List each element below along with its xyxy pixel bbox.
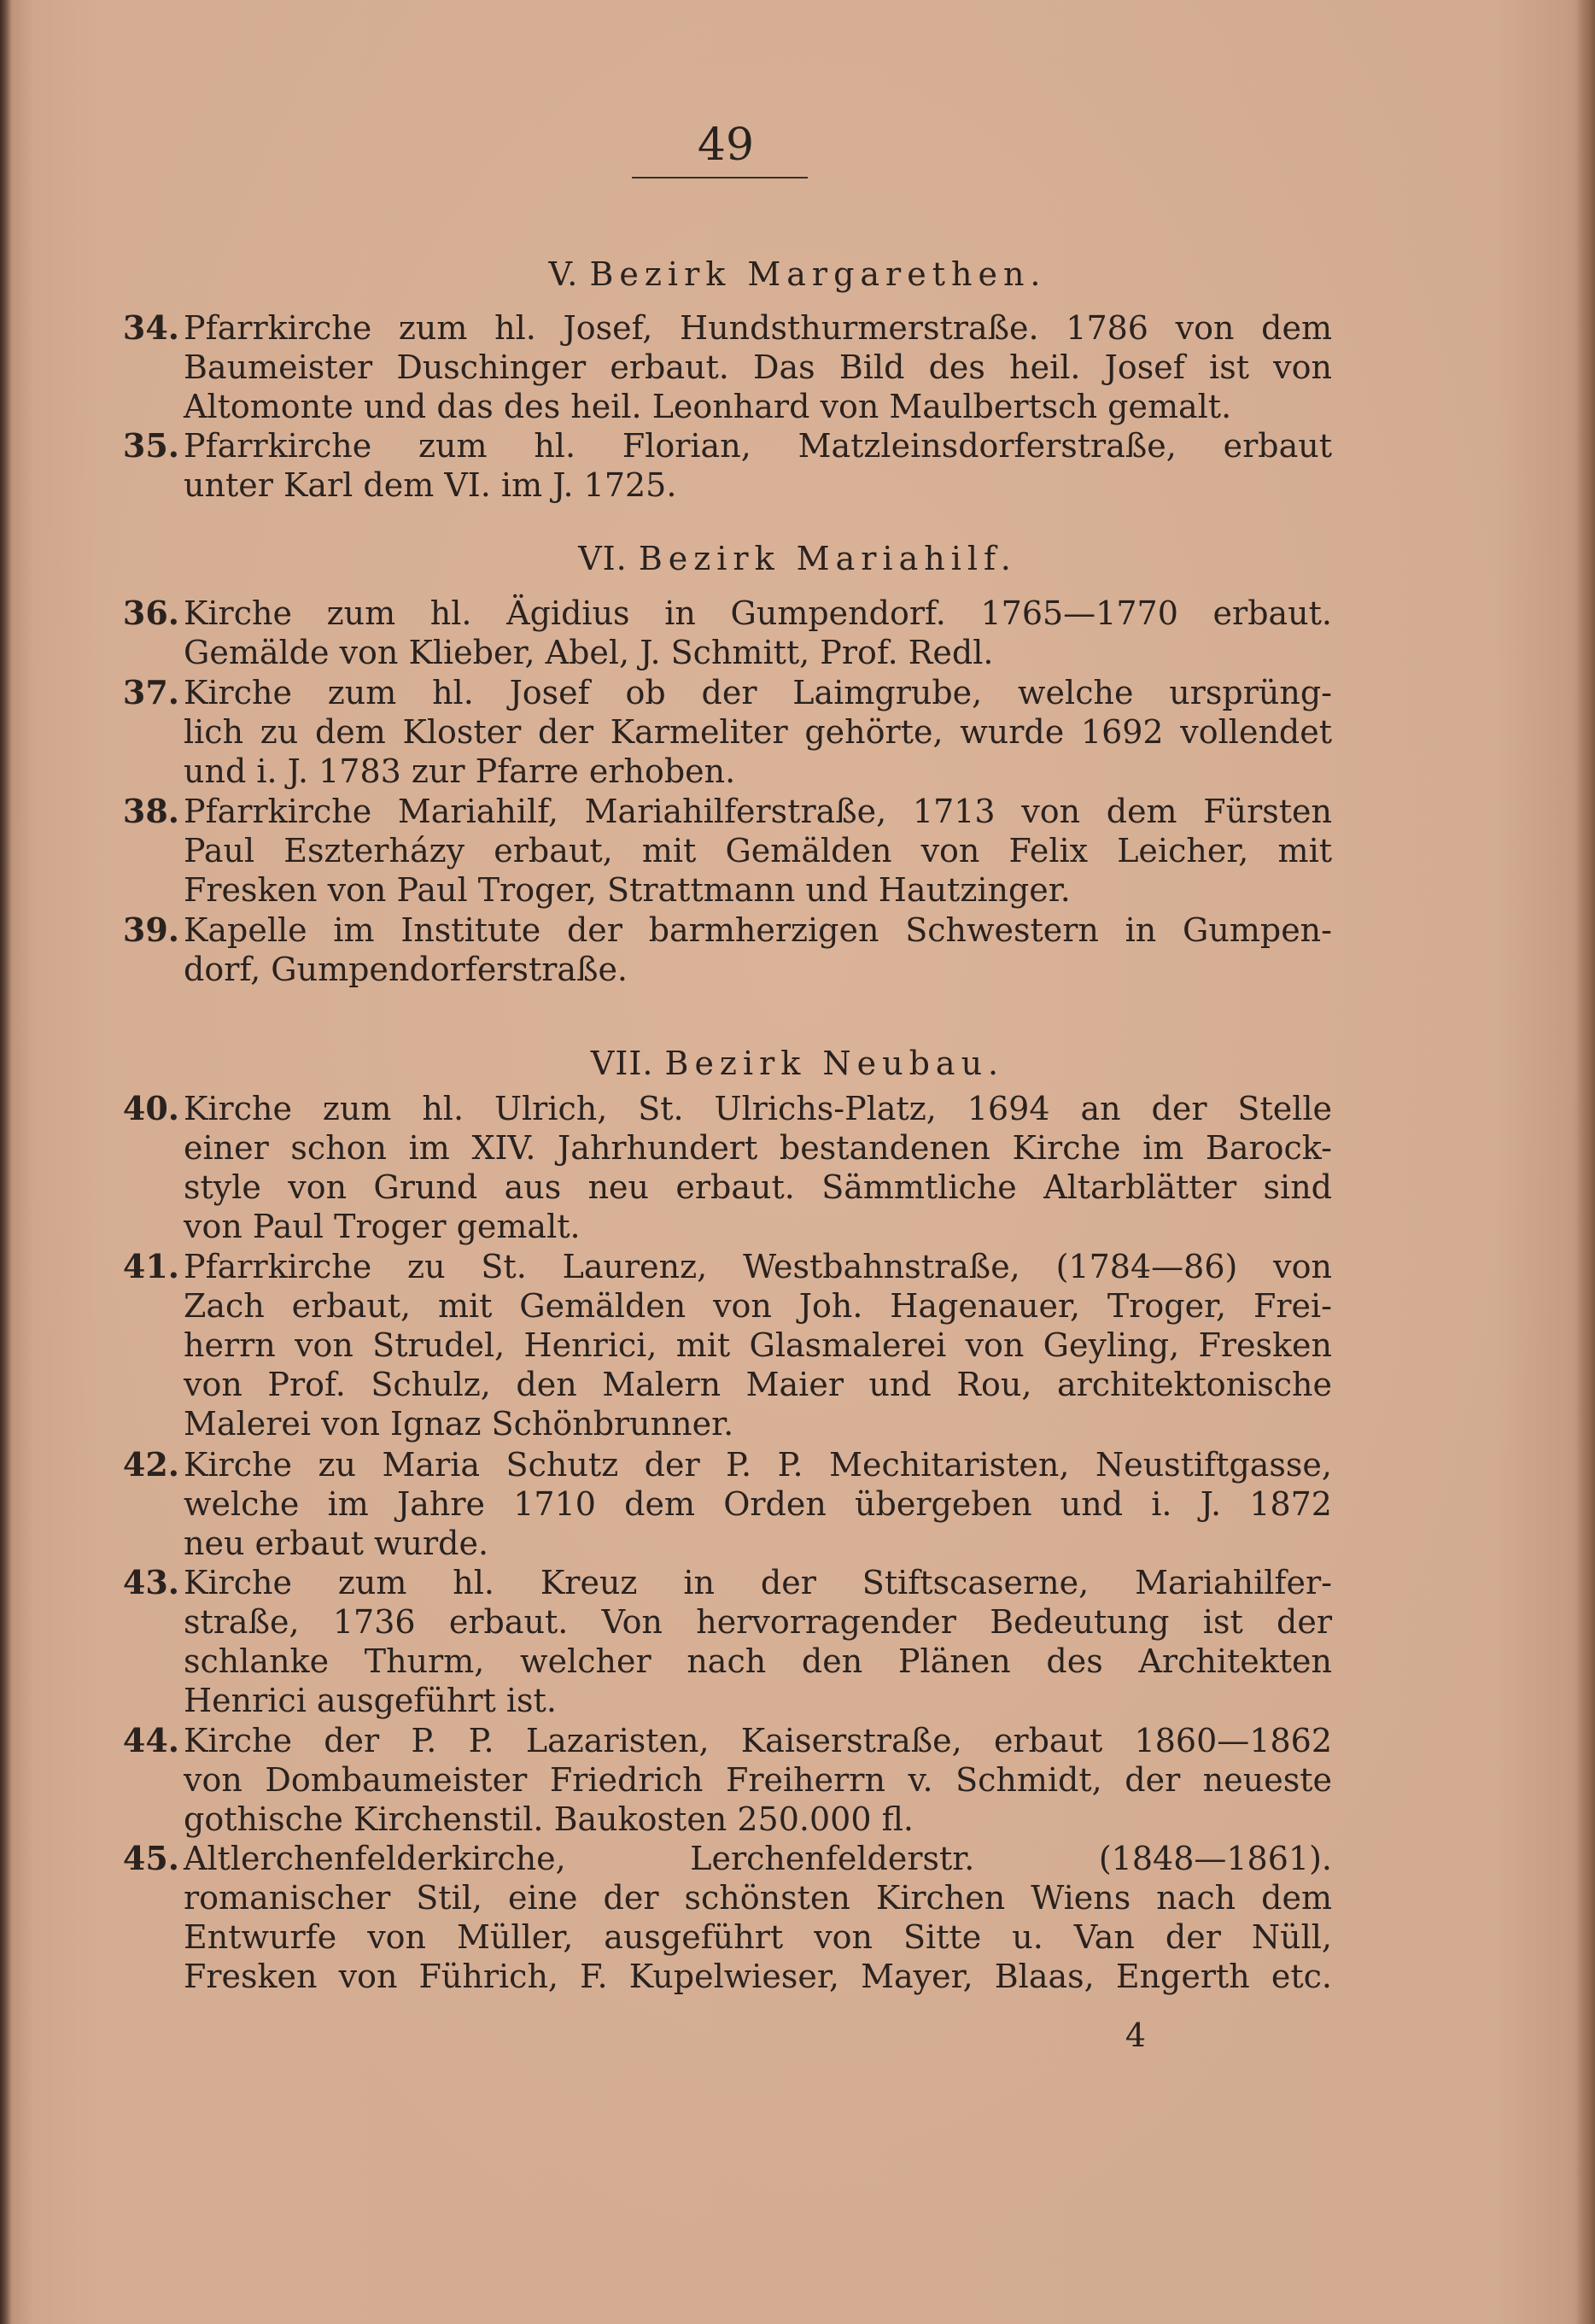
binding-edge <box>0 0 12 2324</box>
page-number-rule <box>632 177 808 179</box>
entry-line: Altlerchenfelderkirche, Lerchenfelderstr. (1848—1861). <box>184 1840 1332 1877</box>
entry-line: einer schon im XIV. Jahrhundert bestandenen Kirche im Barock- <box>184 1129 1332 1167</box>
entry-line: Kirche zu Maria Schutz der P. P. Mechitaristen, Neustiftgasse, <box>184 1446 1332 1484</box>
section-heading-v <box>0 255 1595 294</box>
entry-line: schlanke Thurm, welcher nach den Plänen des Architekten <box>184 1642 1332 1680</box>
entry-line: von Prof. Schulz, den Malern Maier und Rou, architektonische <box>184 1366 1332 1403</box>
section-heading-prefix: VII. <box>590 1045 654 1082</box>
entry-number: 40. <box>122 1089 179 1127</box>
entry-line: Baumeister Duschinger erbaut. Das Bild des heil. Josef ist von <box>184 348 1332 386</box>
section-heading-title: Bezirk Mariahilf. <box>638 540 1017 577</box>
entry-line: style von Grund aus neu erbaut. Sämmtliche Altarblätter sind <box>184 1168 1332 1206</box>
entry-line: Kirche zum hl. Ulrich, St. Ulrichs-Platz, 1694 an der Stelle <box>184 1090 1332 1127</box>
entry-line: von Dombaumeister Friedrich Freiherrn v. Schmidt, der neueste <box>184 1761 1332 1799</box>
entry-line: romanischer Stil, eine der schönsten Kirchen Wiens nach dem <box>184 1879 1332 1917</box>
entry-line: gothische Kirchenstil. Baukosten 250.000 fl. <box>184 1800 914 1838</box>
entry-line: und i. J. 1783 zur Pfarre erhoben. <box>184 752 736 790</box>
entry-line: welche im Jahre 1710 dem Orden übergeben und i. J. 1872 <box>184 1485 1332 1523</box>
entry-line: lich zu dem Kloster der Karmeliter gehörte, wurde 1692 vollendet <box>184 713 1332 751</box>
entry-line: Altomonte und das des heil. Leonhard von Maulbertsch gemalt. <box>184 388 1232 425</box>
entry-line: Kirche zum hl. Josef ob der Laimgrube, welche ursprüng- <box>184 674 1332 711</box>
entry-line: Entwurfe von Müller, ausgeführt von Sitte u. Van der Nüll, <box>184 1918 1332 1956</box>
entry-number: 39. <box>122 910 179 949</box>
entry-number: 42. <box>122 1445 179 1484</box>
entry-line: Paul Eszterházy erbaut, mit Gemälden von Felix Leicher, mit <box>184 832 1332 869</box>
entry-line: dorf, Gumpendorferstraße. <box>184 951 628 988</box>
entry-line: neu erbaut wurde. <box>184 1525 489 1562</box>
entry-number: 37. <box>122 673 179 711</box>
page-edge-shadow <box>1576 0 1595 2324</box>
entry-number: 41. <box>122 1247 179 1285</box>
entry-number: 45. <box>122 1839 179 1877</box>
entry-number: 38. <box>122 792 179 830</box>
entry-line: Pfarrkirche zum hl. Florian, Matzleinsdorferstraße, erbaut <box>184 427 1332 465</box>
entry-line: Henrici ausgeführt ist. <box>184 1682 557 1719</box>
section-heading-vii <box>0 1044 1595 1083</box>
entry-line: Kirche zum hl. Kreuz in der Stiftscaserne, Mariahilfer- <box>184 1564 1332 1601</box>
entry-line: Pfarrkirche zu St. Laurenz, Westbahnstraße, (1784—86) von <box>184 1248 1332 1285</box>
sheet-signature: 4 <box>1125 2017 1147 2054</box>
section-heading-prefix: VI. <box>578 540 628 577</box>
entry-line: Malerei von Ignaz Schönbrunner. <box>184 1405 734 1443</box>
entry-line: Kirche der P. P. Lazaristen, Kaiserstraße, erbaut 1860—1862 <box>184 1722 1332 1759</box>
section-heading-prefix: V. <box>548 255 579 293</box>
entry-line: Fresken von Paul Troger, Strattmann und Hautzinger. <box>184 871 1071 909</box>
entry-line: Zach erbaut, mit Gemälden von Joh. Hagenauer, Troger, Frei- <box>184 1287 1332 1325</box>
entry-line: Fresken von Führich, F. Kupelwieser, Mayer, Blaas, Engerth etc. <box>184 1958 1332 1995</box>
entry-number: 34. <box>122 308 179 347</box>
entry-line: Pfarrkirche zum hl. Josef, Hundsthurmerstraße. 1786 von dem <box>184 309 1332 347</box>
entry-line: Gemälde von Klieber, Abel, J. Schmitt, Prof. Redl. <box>184 634 994 671</box>
section-heading-title: Bezirk Margarethen. <box>589 255 1047 293</box>
entry-line: straße, 1736 erbaut. Von hervorragender Bedeutung ist der <box>184 1603 1332 1641</box>
entry-line: Pfarrkirche Mariahilf, Mariahilferstraße, 1713 von dem Fürsten <box>184 793 1332 830</box>
entry-number: 43. <box>122 1563 179 1601</box>
entry-number: 44. <box>122 1721 179 1759</box>
entry-number: 36. <box>122 594 179 632</box>
entry-line: Kapelle im Institute der barmherzigen Schwestern in Gumpen- <box>184 911 1332 949</box>
entry-line: von Paul Troger gemalt. <box>184 1208 581 1245</box>
entry-number: 35. <box>122 426 179 465</box>
entry-line: unter Karl dem VI. im J. 1725. <box>184 466 677 504</box>
section-heading-title: Bezirk Neubau. <box>664 1045 1005 1082</box>
page-number: 49 <box>697 120 755 171</box>
section-heading-vi <box>0 539 1595 578</box>
entry-line: Kirche zum hl. Ägidius in Gumpendorf. 1765—1770 erbaut. <box>184 594 1332 632</box>
entry-line: herrn von Strudel, Henrici, mit Glasmalerei von Geyling, Fresken <box>184 1326 1332 1364</box>
